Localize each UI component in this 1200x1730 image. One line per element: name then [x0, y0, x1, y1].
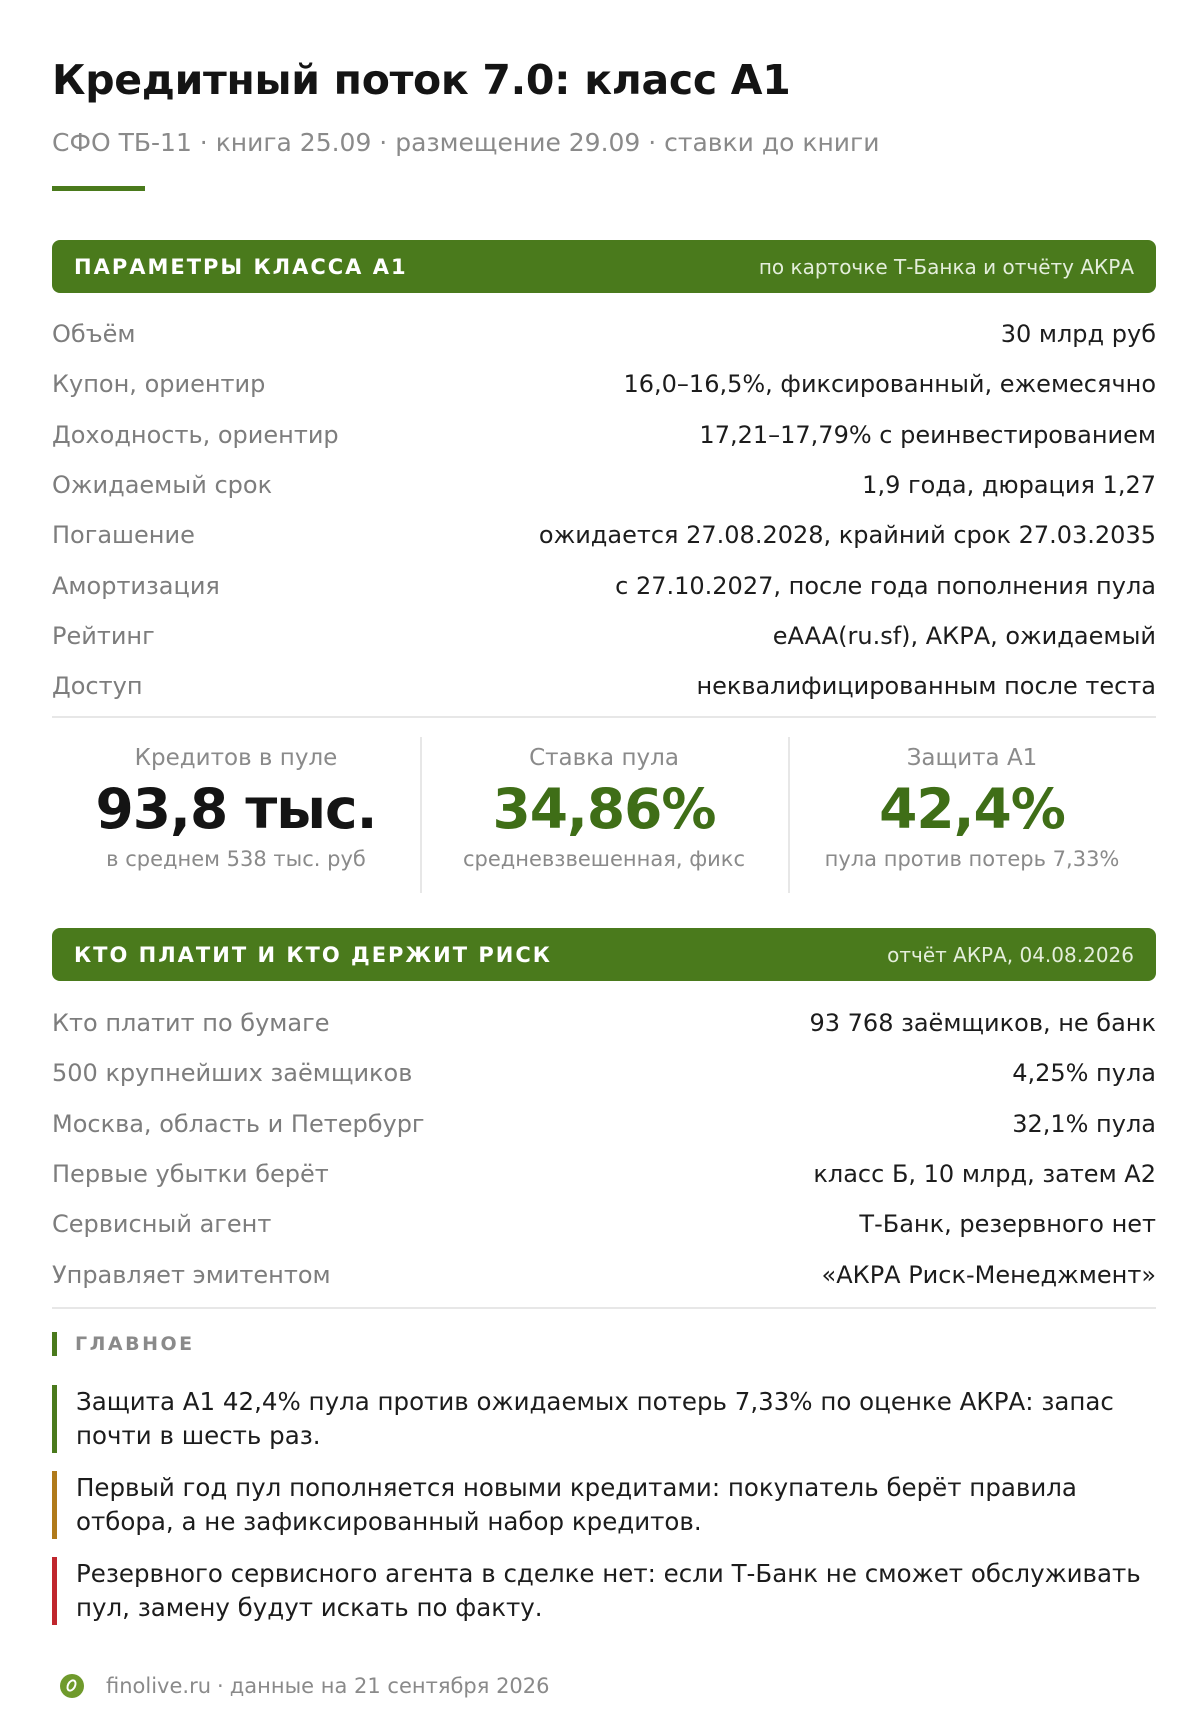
- param-key: Рейтинг: [52, 621, 155, 650]
- risk-section-note: отчёт АКРА, 04.08.2026: [887, 942, 1134, 967]
- footer-date: данные на 21 сентября 2026: [229, 1674, 550, 1698]
- stat-value: 42,4%: [879, 777, 1065, 841]
- stat-sub: пула против потерь 7,33%: [824, 847, 1120, 871]
- param-key: Объём: [52, 320, 136, 349]
- param-value: 17,21–17,79% с реинвестированием: [699, 420, 1156, 449]
- param-key: Купон, ориентир: [52, 370, 266, 399]
- param-key: Доступ: [52, 672, 143, 701]
- risk-section-title: КТО ПЛАТИТ И КТО ДЕРЖИТ РИСК: [74, 942, 552, 967]
- risk-value: 32,1% пула: [1012, 1109, 1156, 1138]
- point-accent-bar: [52, 1557, 57, 1625]
- risk-value: 93 768 заёмщиков, не банк: [809, 1009, 1156, 1038]
- stats-panel: [52, 737, 1156, 893]
- page-subtitle: СФО ТБ-11 · книга 25.09 · размещение 29.09 · ставки до книги: [52, 128, 880, 157]
- param-value: с 27.10.2027, после года пополнения пула: [615, 571, 1156, 600]
- footer-site: finolive.ru: [106, 1674, 212, 1698]
- param-value: 1,9 года, дюрация 1,27: [862, 471, 1156, 500]
- point-accent-bar: [52, 1385, 57, 1453]
- footer-separator: ·: [217, 1674, 224, 1698]
- risk-table: [52, 998, 1156, 1300]
- stat-value: 93,8 тыс.: [95, 777, 377, 841]
- risk-key: Сервисный агент: [52, 1210, 272, 1239]
- main-point: [52, 1385, 1156, 1453]
- point-text: Резервного сервисного агента в сделке нет: если Т-Банк не сможет обслуживать пул, замену будут искать по факту.: [76, 1559, 1141, 1622]
- param-value: неквалифицированным после теста: [696, 672, 1156, 701]
- stat-label: Защита А1: [906, 745, 1038, 771]
- section-divider: [52, 716, 1156, 718]
- point-text: Первый год пул пополняется новыми кредитами: покупатель берёт правила отбора, а не зафиксированный набор кредитов.: [76, 1473, 1077, 1536]
- stat-label: Кредитов в пуле: [134, 745, 338, 771]
- page-title: Кредитный поток 7.0: класс А1: [52, 56, 791, 104]
- param-row: [52, 309, 1156, 359]
- point-accent-bar: [52, 1471, 57, 1539]
- risk-row: [52, 1199, 1156, 1249]
- param-row: [52, 510, 1156, 560]
- risk-value: класс Б, 10 млрд, затем А2: [813, 1160, 1156, 1189]
- risk-key: Управляет эмитентом: [52, 1260, 331, 1289]
- accent-divider: [52, 186, 145, 191]
- stat-loans-in-pool: [52, 737, 420, 893]
- params-section-header: [52, 240, 1156, 293]
- risk-key: Москва, область и Петербург: [52, 1109, 425, 1138]
- params-section-note: по карточке Т-Банка и отчёту АКРА: [758, 254, 1134, 279]
- stat-sub: средневзвешенная, фикс: [462, 847, 746, 871]
- param-row: [52, 410, 1156, 460]
- param-row: [52, 661, 1156, 711]
- risk-row: [52, 1048, 1156, 1098]
- stat-sub: в среднем 538 тыс. руб: [106, 847, 366, 871]
- risk-row: [52, 998, 1156, 1048]
- param-row: [52, 359, 1156, 409]
- risk-key: Первые убытки берёт: [52, 1160, 329, 1189]
- param-key: Доходность, ориентир: [52, 420, 339, 449]
- param-key: Погашение: [52, 521, 195, 550]
- risk-row: [52, 1249, 1156, 1299]
- param-row: [52, 460, 1156, 510]
- param-row: [52, 560, 1156, 610]
- param-value: 30 млрд руб: [1000, 320, 1156, 349]
- risk-value: 4,25% пула: [1012, 1059, 1156, 1088]
- main-points-list: [52, 1385, 1156, 1643]
- risk-value: «АКРА Риск-Менеджмент»: [821, 1260, 1156, 1289]
- main-points-heading: [52, 1332, 195, 1356]
- risk-key: Кто платит по бумаге: [52, 1009, 330, 1038]
- stat-pool-rate: [420, 737, 788, 893]
- param-row: [52, 611, 1156, 661]
- stat-value: 34,86%: [492, 777, 716, 841]
- footer: [52, 1674, 550, 1698]
- param-value: ожидается 27.08.2028, крайний срок 27.03.2035: [538, 521, 1156, 550]
- main-point: [52, 1557, 1156, 1625]
- section-divider: [52, 1307, 1156, 1309]
- params-section-title: ПАРАМЕТРЫ КЛАССА А1: [74, 254, 408, 279]
- param-value: 16,0–16,5%, фиксированный, ежемесячно: [623, 370, 1156, 399]
- heading-marker: [52, 1332, 57, 1356]
- point-text: Защита А1 42,4% пула против ожидаемых потерь 7,33% по оценке АКРА: запас почти в шесть раз.: [76, 1387, 1114, 1450]
- risk-value: Т-Банк, резервного нет: [859, 1210, 1156, 1239]
- stat-label: Ставка пула: [529, 745, 679, 771]
- param-key: Амортизация: [52, 571, 220, 600]
- stat-a1-protection: [788, 737, 1156, 893]
- main-point: [52, 1471, 1156, 1539]
- risk-row: [52, 1099, 1156, 1149]
- finolive-logo-icon: [60, 1674, 84, 1698]
- risk-key: 500 крупнейших заёмщиков: [52, 1059, 413, 1088]
- params-table: [52, 309, 1156, 711]
- param-value: eAAA(ru.sf), АКРА, ожидаемый: [772, 621, 1156, 650]
- risk-row: [52, 1149, 1156, 1199]
- param-key: Ожидаемый срок: [52, 471, 273, 500]
- main-points-label: ГЛАВНОЕ: [75, 1333, 195, 1355]
- risk-section-header: [52, 928, 1156, 981]
